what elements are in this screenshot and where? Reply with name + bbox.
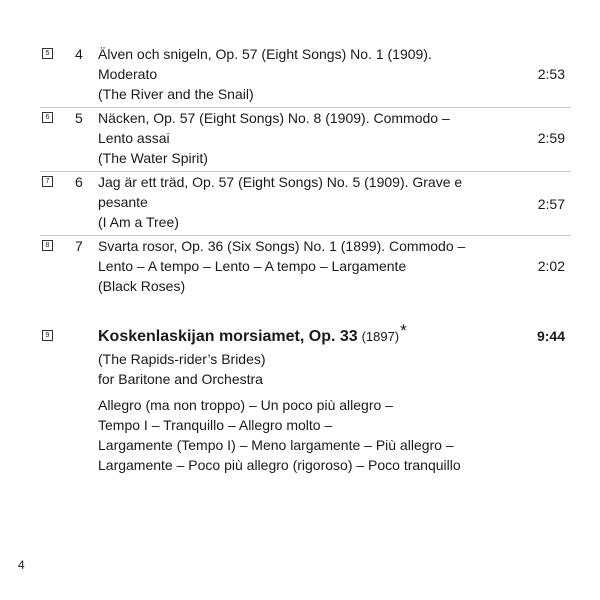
work-tempo-line: Allegro (ma non troppo) – Un poco più allegro – [98, 397, 393, 413]
track-title-line: Svarta rosor, Op. 36 (Six Songs) No. 1 (1899). Commodo – [98, 238, 466, 254]
track-index-box: 9 [42, 330, 53, 341]
track-description [98, 172, 462, 232]
work-title: Koskenlaskijan morsiamet, Op. 33 [98, 328, 358, 345]
track-index-box: 6 [42, 112, 53, 123]
track-duration: 2:53 [537, 66, 565, 82]
track-tempo-line: Lento assai [98, 130, 170, 146]
track-description [98, 44, 432, 104]
work-heading [98, 321, 461, 349]
track-duration: 2:02 [537, 258, 565, 274]
track-number: 6 [75, 174, 83, 190]
track-index-box: 7 [42, 176, 53, 187]
work-tempo-line: Tempo I – Tranquillo – Allegro molto – [98, 417, 333, 433]
work-year: (1897) [361, 329, 400, 344]
track-translation-line: (The River and the Snail) [98, 86, 254, 102]
page-number: 4 [18, 558, 25, 572]
track-number: 5 [75, 110, 83, 126]
work-description [98, 321, 461, 475]
track-tempo-line: Lento – A tempo – Lento – A tempo – Largamente [98, 258, 407, 274]
track-translation-line: (Black Roses) [98, 278, 186, 294]
track-duration: 2:59 [537, 130, 565, 146]
track-number: 4 [75, 46, 83, 62]
track-index-box: 5 [42, 48, 53, 59]
track-title-line: Näcken, Op. 57 (Eight Songs) No. 8 (1909). Commodo – [98, 110, 450, 126]
work-tempo-line: Largamente (Tempo I) – Meno largamente – Più allegro – [98, 437, 454, 453]
work-subtitle-line: (The Rapids-rider’s Brides) [98, 351, 266, 367]
track-index-box: 8 [42, 240, 53, 251]
track-translation-line: (I Am a Tree) [98, 214, 179, 230]
track-number: 7 [75, 238, 83, 254]
track-description [98, 108, 450, 168]
work-tempo-line: Largamente – Poco più allegro (rigoroso) – Poco tranquillo [98, 457, 461, 473]
asterisk-mark: * [400, 321, 407, 340]
track-tempo-line: Moderato [98, 66, 158, 82]
work-duration: 9:44 [536, 328, 565, 344]
track-duration: 2:57 [537, 196, 565, 212]
track-title-line: Älven och snigeln, Op. 57 (Eight Songs) No. 1 (1909). [98, 46, 432, 62]
track-title-line: Jag är ett träd, Op. 57 (Eight Songs) No. 5 (1909). Grave e [98, 174, 463, 190]
track-tempo-line: pesante [98, 194, 148, 210]
track-translation-line: (The Water Spirit) [98, 150, 208, 166]
track-description [98, 236, 465, 296]
work-subtitle-line: for Baritone and Orchestra [98, 371, 263, 387]
